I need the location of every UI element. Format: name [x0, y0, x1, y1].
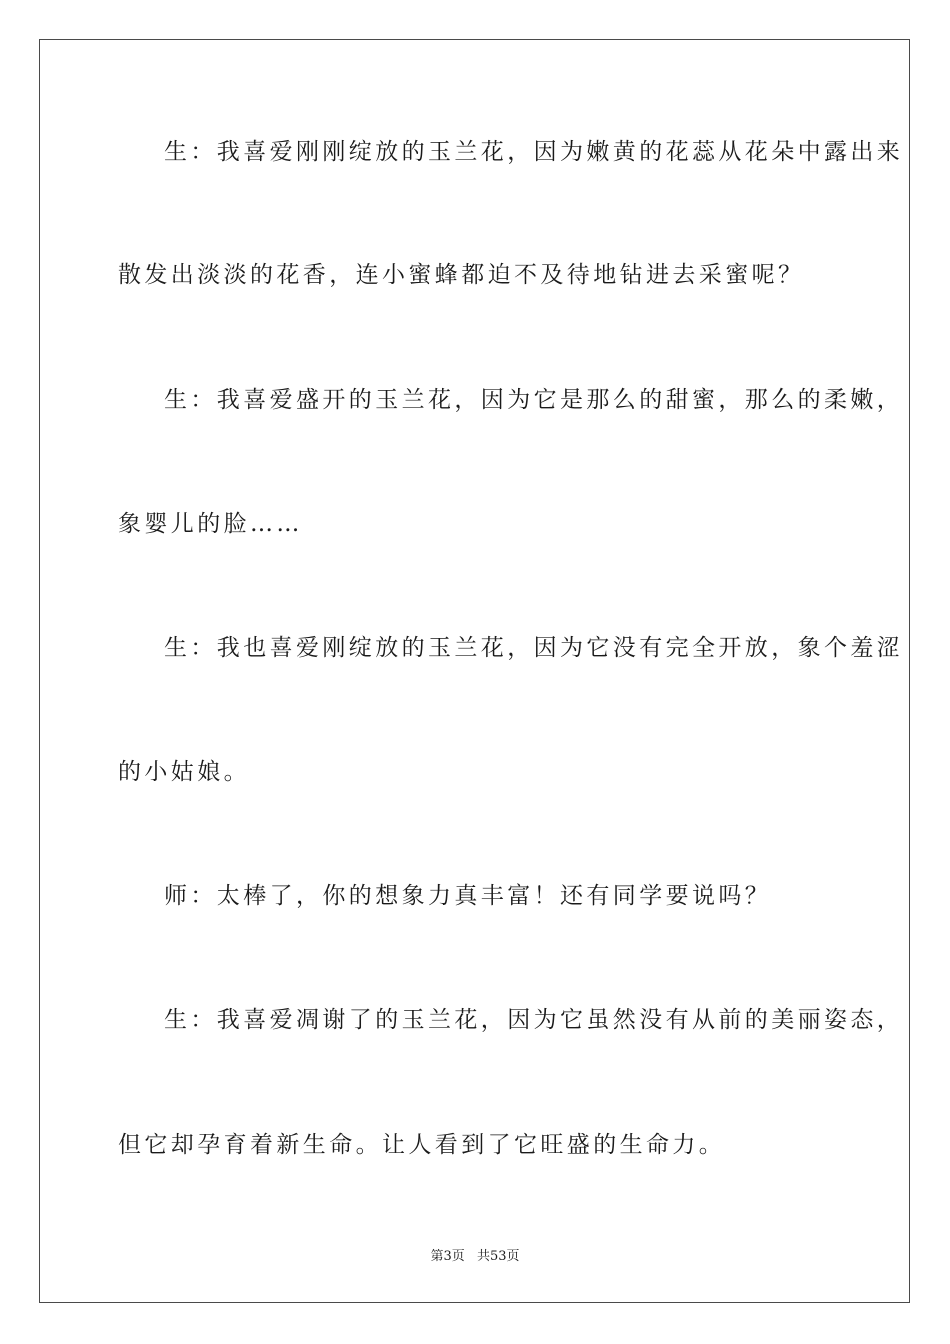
paragraph-line: 的小姑娘。 [118, 759, 250, 785]
paragraph-line: 生：我喜爱盛开的玉兰花，因为它是那么的甜蜜，那么的柔嫩， [164, 387, 904, 413]
paragraph-line: 生：我喜爱凋谢了的玉兰花，因为它虽然没有从前的美丽姿态， [164, 1007, 904, 1033]
page-number: 第3页 [430, 1249, 465, 1264]
paragraph-line: 生：我喜爱刚刚绽放的玉兰花，因为嫩黄的花蕊从花朵中露出来 [164, 139, 904, 165]
paragraph-line: 生：我也喜爱刚绽放的玉兰花，因为它没有完全开放，象个羞涩 [164, 635, 904, 661]
page-footer [0, 1248, 950, 1266]
paragraph-line: 但它却孕育着新生命。让人看到了它旺盛的生命力。 [118, 1132, 726, 1158]
paragraph-line: 象婴儿的脸…… [118, 511, 303, 537]
paragraph-line: 散发出淡淡的花香，连小蜜蜂都迫不及待地钻进去采蜜呢？ [118, 262, 805, 288]
page-border [39, 39, 910, 1303]
page-total: 共53页 [476, 1249, 520, 1264]
paragraph-line: 师：太棒了，你的想象力真丰富！还有同学要说吗？ [164, 883, 772, 909]
